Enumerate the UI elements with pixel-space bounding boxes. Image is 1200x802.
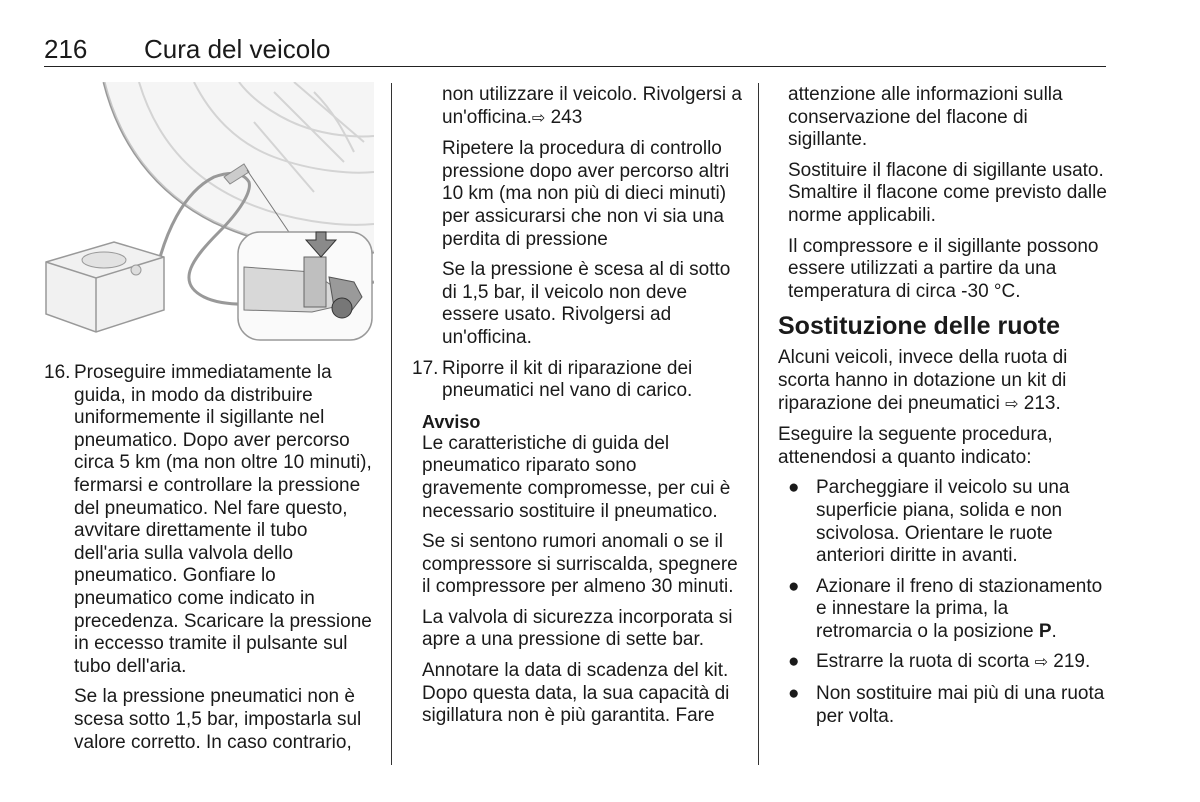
- list-item: [778, 651, 1108, 675]
- paragraph: Ripetere la procedura di controllo pressione dopo aver percorso altri 10 km (ma non più di dieci minuti) per assicurarsi che non vi sia una perdita di pressione: [442, 138, 730, 250]
- page-header: [44, 34, 1106, 67]
- notice-paragraph: La valvola di sicurezza incorporata si apre a una pressione di sette bar.: [422, 606, 733, 651]
- page-ref[interactable]: 243: [550, 106, 583, 128]
- paragraph-text: Alcuni veicoli, invece della ruota di scorta hanno in dotazione un kit di riparazione dei pneumatici: [778, 347, 1068, 414]
- list-item-text-part: Estrarre la ruota di scorta: [816, 651, 1030, 673]
- bullet-icon: ●: [788, 683, 800, 705]
- bullet-icon: ●: [788, 575, 800, 597]
- list-item-text-part: Azionare il freno di stazionamento e innestare la prima, la retromarcia o la posizione: [816, 575, 1103, 642]
- column-1: [44, 362, 374, 762]
- page-ref-arrow-icon: ⇨: [531, 109, 546, 127]
- paragraph-text: non utilizzare il veicolo. Rivolgersi a un'officina.: [442, 84, 742, 128]
- notice-paragraph: Le caratteristiche di guida del pneumatico riparato sono gravemente compromesse, per cui è necessario sostituire il pneumatico.: [422, 432, 731, 522]
- paragraph: [778, 347, 1108, 416]
- paragraph: Se la pressione è scesa al di sotto di 1,5 bar, il veicolo non deve essere usato. Rivolgersi ad un'officina.: [442, 259, 731, 348]
- gear-position-p: P: [1038, 620, 1052, 642]
- notice-title: Avviso: [422, 411, 481, 432]
- bullet-icon: ●: [788, 477, 800, 499]
- paragraph: Se la pressione pneumatici non è scesa sotto 1,5 bar, impostarla sul valore corretto. In caso contrario,: [74, 686, 362, 753]
- page-ref[interactable]: 213.: [1023, 392, 1061, 414]
- step-text: Riporre il kit di riparazione dei pneumatici nel vano di carico.: [442, 357, 693, 402]
- list-item-text: Parcheggiare il veicolo su una superficie piana, solida e non scivolosa. Orientare le ruote anteriori diritte in avanti.: [816, 477, 1070, 567]
- list-item-text: [816, 651, 1090, 675]
- paragraph: attenzione alle informazioni sulla conservazione del flacone di sigillante.: [788, 84, 1063, 151]
- paragraph: Il compressore e il sigillante possono essere utilizzati a partire da una temperatura di circa -30 °C.: [788, 235, 1099, 302]
- bullet-icon: ●: [788, 651, 800, 673]
- step-16: [44, 362, 374, 678]
- step-text: Proseguire immediatamente la guida, in modo da distribuire uniformemente il sigillante nel pneumatico. Dopo aver percorso circa 5 km (ma non oltre 10 minuti), fermarsi e controllare la pressione del pneumatico. Nel fare questo, avvitare direttamente il tubo dell'aria sulla valvola dello pneumatico. Gonfiare lo pneumatico come indicato in precedenza. Scaricare la pressione in eccesso tramite il pulsante sul tubo dell'aria.: [74, 362, 372, 677]
- page-number: 216: [44, 34, 88, 64]
- bullet-list: [778, 477, 1108, 728]
- column-2: [412, 84, 742, 736]
- list-item: [778, 683, 1108, 728]
- page-ref[interactable]: 219.: [1053, 651, 1091, 673]
- step-number: 16.: [44, 362, 71, 383]
- paragraph: Eseguire la seguente procedura, attenendosi a quanto indicato:: [778, 424, 1053, 468]
- compressor-box: [46, 242, 164, 332]
- notice-paragraph: Annotare la data di scadenza del kit. Dopo questa data, la sua capacità di sigillatura non è più garantita. Fare: [422, 660, 730, 727]
- list-item-text: Non sostituire mai più di una ruota per volta.: [816, 683, 1105, 727]
- section-heading: Sostituzione delle ruote: [778, 312, 1060, 341]
- page-ref-arrow-icon: ⇨: [1005, 395, 1019, 413]
- column-divider: [391, 83, 392, 765]
- list-item-text: [816, 576, 1108, 644]
- list-item-text-part: .: [1051, 620, 1057, 642]
- page-title: Cura del veicolo: [144, 34, 331, 64]
- list-item: [778, 477, 1108, 567]
- notice-paragraph: Se si sentono rumori anomali o se il compressore si surriscalda, spegnere il compressore per almeno 30 minuti.: [422, 531, 738, 598]
- step-number: 17.: [412, 357, 439, 379]
- notice-box: [412, 411, 742, 728]
- paragraph: Sostituire il flacone di sigillante usato. Smaltire il flacone come previsto dalle norme applicabili.: [788, 159, 1107, 226]
- step-17: [412, 358, 742, 403]
- valve-detail-inset: [238, 232, 372, 340]
- column-divider: [758, 83, 759, 765]
- tire-compressor-illustration: [44, 82, 374, 342]
- paragraph: [412, 84, 742, 130]
- page-ref-arrow-icon: ⇨: [1034, 654, 1048, 672]
- column-3: [778, 84, 1108, 736]
- list-item: [778, 576, 1108, 644]
